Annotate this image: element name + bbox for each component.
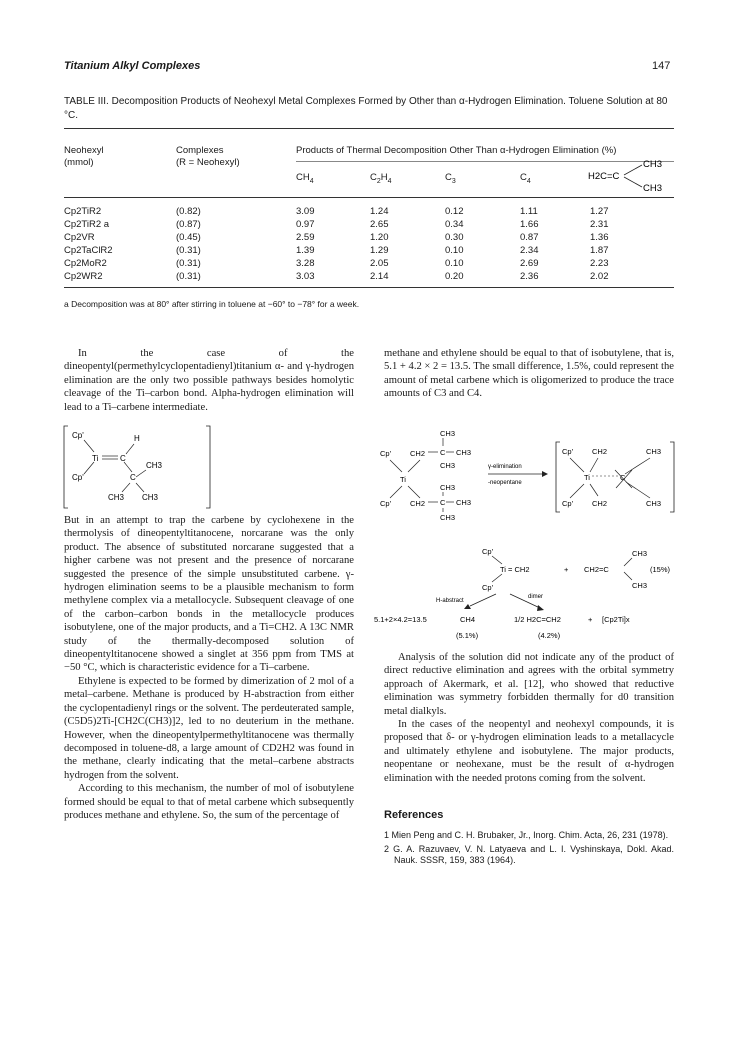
paragraph: Ethylene is expected to be formed by dimerization of 2 mol of a metal–carbene. Methane is produced by H-abstraction from either the cyclopentadienyl rings or the solvent. The perdeuterated sample, (C5D5)2Ti-[CH2C(CH3)]2, led to no deuterium in the methane. However, when the dineopentylpermethyltitanocene was thermally decomposed in toluene-d8, a large amount of CD2H2 was found in the methane, clearly indicating that the metal–carbene abstracts hydrogen from the solvent. [64,675,354,781]
paragraph: According to this mechanism, the number of mol of isobutylene formed should be equal to that of metal carbene which subsequently produces methane and ethylene. So, the sum of the percentage of [64,783,354,821]
table-cell-value: 1.20 [370,232,389,243]
right-column-top [384,347,674,401]
svg-text:CH3: CH3 [632,581,648,590]
table-cell-mmol: (0.45) [176,232,201,243]
table-cell-mmol: (0.31) [176,258,201,269]
svg-text:CH2=C: CH2=C [584,565,609,574]
svg-text:CH3: CH3 [440,461,456,470]
svg-text:-neopentane: -neopentane [488,480,522,486]
table-cell-value: 1.66 [520,219,539,230]
table-cell-value: 2.36 [520,271,539,282]
table-header-rule [64,197,674,198]
svg-text:Cp': Cp' [380,449,392,458]
table-cell-value: 1.29 [370,245,389,256]
table-cell-compound: Cp2WR2 [64,271,103,282]
paragraph: In the cases of the neopentyl and neohexyl compounds, it is proposed that δ- or γ-hydrogen elimination leads to a metallacycle and ultimately ethylene and isobutylene. The major products, neopentane or neohexane, must be the result of α-hydrogen elimination with the needed protons coming from the solvent. [384,719,674,784]
ti-carbene-structure [62,422,212,512]
svg-text:CH3: CH3 [646,499,662,508]
table-cell-value: 1.36 [590,232,609,243]
table-cell-value: 2.34 [520,245,539,256]
svg-text:Ti = CH2: Ti = CH2 [500,565,530,574]
svg-text:CH3: CH3 [646,447,662,456]
table-cell-value: 3.03 [296,271,315,282]
svg-text:(5.1%): (5.1%) [456,631,479,640]
svg-text:C: C [620,473,626,482]
svg-text:H: H [134,434,140,443]
metallacycle-scheme [380,424,680,524]
table-cell-value: 2.14 [370,271,389,282]
svg-text:+: + [588,615,593,624]
header-complexes: Complexes (R = Neohexyl) [176,145,240,168]
svg-text:CH2: CH2 [410,449,426,458]
table-cell-value: 0.87 [520,232,539,243]
svg-text:CH3: CH3 [440,513,456,522]
products-scheme [370,542,680,642]
table-cell-value: 0.30 [445,232,464,243]
table-cell-value: 2.31 [590,219,609,230]
svg-text:H-abstract: H-abstract [436,598,464,604]
svg-text:H2C=C: H2C=C [588,171,620,182]
svg-text:CH3: CH3 [632,549,648,558]
svg-text:CH3: CH3 [108,493,125,502]
table-cell-value: 0.34 [445,219,464,230]
svg-text:(15%): (15%) [650,565,671,574]
paragraph: In the case of the dineopentyl(permethylcyclopentadienyl)titanium α- and γ-hydrogen elimination are the only two possible pathways besides homolytic cleavage of the Ti–carbon bond. Alpha-hydrogen elimination will lead to a Ti–carbene intermediate. [64,348,354,413]
subheader-isobutylene [584,157,676,195]
table-cell-value: 1.27 [590,206,609,217]
subheader-c2h4: $C_2H_4$ [370,172,392,185]
svg-text:CH2: CH2 [410,499,426,508]
svg-text:Cp': Cp' [380,499,392,508]
svg-text:C: C [120,454,126,463]
table-cell-mmol: (0.87) [176,219,201,230]
reference-item: 2 G. A. Razuvaev, V. N. Latyaeva and L. I. Vyshinskaya, Dokl. Akad. Nauk. SSSR, 159, 383 (1964). [384,843,674,866]
table-cell-mmol: (0.31) [176,271,201,282]
subheader-ch4: $CH_4$ [296,172,314,185]
table-cell-value: 0.10 [445,258,464,269]
svg-text:CH3: CH3 [146,461,163,470]
svg-text:5.1+2×4.2=13.5: 5.1+2×4.2=13.5 [374,615,427,624]
svg-text:+: + [564,565,569,574]
page-number: 147 [652,60,671,72]
table-footnote: a Decomposition was at 80° after stirring in toluene at −60° to −78° for a week. [64,299,360,309]
svg-text:CH2: CH2 [592,499,608,508]
left-column-bottom [64,514,354,822]
svg-text:Ti: Ti [92,454,99,463]
reference-item: 1 Mien Peng and C. H. Brubaker, Jr., Inorg. Chim. Acta, 26, 231 (1978). [384,830,669,841]
svg-text:(4.2%): (4.2%) [538,631,561,640]
paragraph: But in an attempt to trap the carbene by cyclohexene in the thermolysis of dineopentyltitanocene, norcarane was the only product. The absence of substituted norcarane suggested that a higher carbene was not present and the presence of norcarane suggested the presence of the simple unsubstituted carbene. γ-hydrogen elimination seems to be a plausible mechanism to form methylene complex via a metallocycle. Subsequent cleavage of one of the carbon–carbon bonds in the metallocycle produces isobutylene, one of the major products, and a Ti=CH2. A 13C NMR study of the thermally-decomposed solution of dineopentyltitanocene showed a singlet at 356 ppm from TMS at −50 °C, which is characteristic evidence for a Ti–carbene. [64,515,354,674]
svg-text:Cp': Cp' [482,547,494,556]
table-cell-value: 1.39 [296,245,315,256]
running-title: Titanium Alkyl Complexes [64,60,201,72]
svg-text:dimer: dimer [528,594,544,600]
svg-text:Ti: Ti [584,473,590,482]
table-cell-value: 0.10 [445,245,464,256]
svg-text:Cp': Cp' [562,447,574,456]
svg-text:CH3: CH3 [456,498,472,507]
table-cell-compound: Cp2TaClR2 [64,245,113,256]
table-caption: TABLE III. Decomposition Products of Neohexyl Metal Complexes Formed by Other than α-Hydrogen Elimination. Toluene Solution at 80 °C. [64,96,668,121]
subheader-c3: $C_3$ [445,172,456,185]
svg-text:C: C [130,473,136,482]
table-cell-compound: Cp2TiR2 a [64,219,110,230]
table-cell-value: 2.02 [590,271,609,282]
table-cell-value: 3.09 [296,206,315,217]
svg-text:CH3: CH3 [643,159,663,170]
table-cell-compound: Cp2MoR2 [64,258,107,269]
subheader-c4: $C_4$ [520,172,531,185]
svg-text:C: C [440,448,446,457]
svg-text:CH3: CH3 [456,448,472,457]
svg-text:Cp': Cp' [482,583,494,592]
table-bottom-rule [64,287,674,288]
right-column-bottom [384,651,674,869]
svg-text:Cp': Cp' [562,499,574,508]
paragraph: Analysis of the solution did not indicate any of the product of direct reductive elimination and agrees with the orbital symmetry approach of Akermark, et al. [12], who showed that reductive elimination was symmetry forbidden thermally for d0 transition metal dialkyls. [384,652,674,717]
svg-text:CH3: CH3 [440,429,456,438]
svg-text:Ti: Ti [400,475,406,484]
svg-text:C: C [440,498,446,507]
table-cell-value: 0.12 [445,206,464,217]
table-cell-mmol: (0.31) [176,245,201,256]
svg-text:1/2 H2C=CH2: 1/2 H2C=CH2 [514,615,561,624]
svg-text:CH3: CH3 [142,493,159,502]
svg-text:[Cp2Ti]x: [Cp2Ti]x [602,615,630,624]
header-neohexyl: Neohexyl (mmol) [64,145,104,168]
svg-text:γ-elimination: γ-elimination [488,464,522,470]
table-top-rule [64,128,674,129]
table-cell-value: 2.23 [590,258,609,269]
svg-text:CH2: CH2 [592,447,608,456]
table-cell-value: 1.24 [370,206,389,217]
table-cell-value: 0.97 [296,219,315,230]
svg-text:CH3: CH3 [643,183,663,194]
paragraph: methane and ethylene should be equal to that of isobutylene, that is, 5.1 + 4.2 × 2 = 13.5. The small difference, 1.5%, could represent the amount of metal carbene which is oligomerized to produce the trace amounts of C3 and C4. [384,348,674,400]
table-cell-mmol: (0.82) [176,206,201,217]
table-cell-value: 1.87 [590,245,609,256]
table-cell-value: 0.20 [445,271,464,282]
references-list [384,830,674,867]
header-products: Products of Thermal Decomposition Other Than α-Hydrogen Elimination (%) [296,145,617,156]
table-cell-value: 2.59 [296,232,315,243]
table-cell-value: 2.05 [370,258,389,269]
table-cell-value: 3.28 [296,258,315,269]
table-cell-value: 2.69 [520,258,539,269]
table-cell-value: 2.65 [370,219,389,230]
svg-text:CH4: CH4 [460,615,476,624]
left-column-top [64,347,354,414]
svg-text:Cp': Cp' [72,431,84,440]
references-heading: References [384,809,444,822]
table-cell-compound: Cp2VR [64,232,95,243]
table-cell-value: 1.11 [520,206,538,217]
table-cell-compound: Cp2TiR2 [64,206,102,217]
svg-text:CH3: CH3 [440,483,456,492]
svg-text:Cp': Cp' [72,473,84,482]
